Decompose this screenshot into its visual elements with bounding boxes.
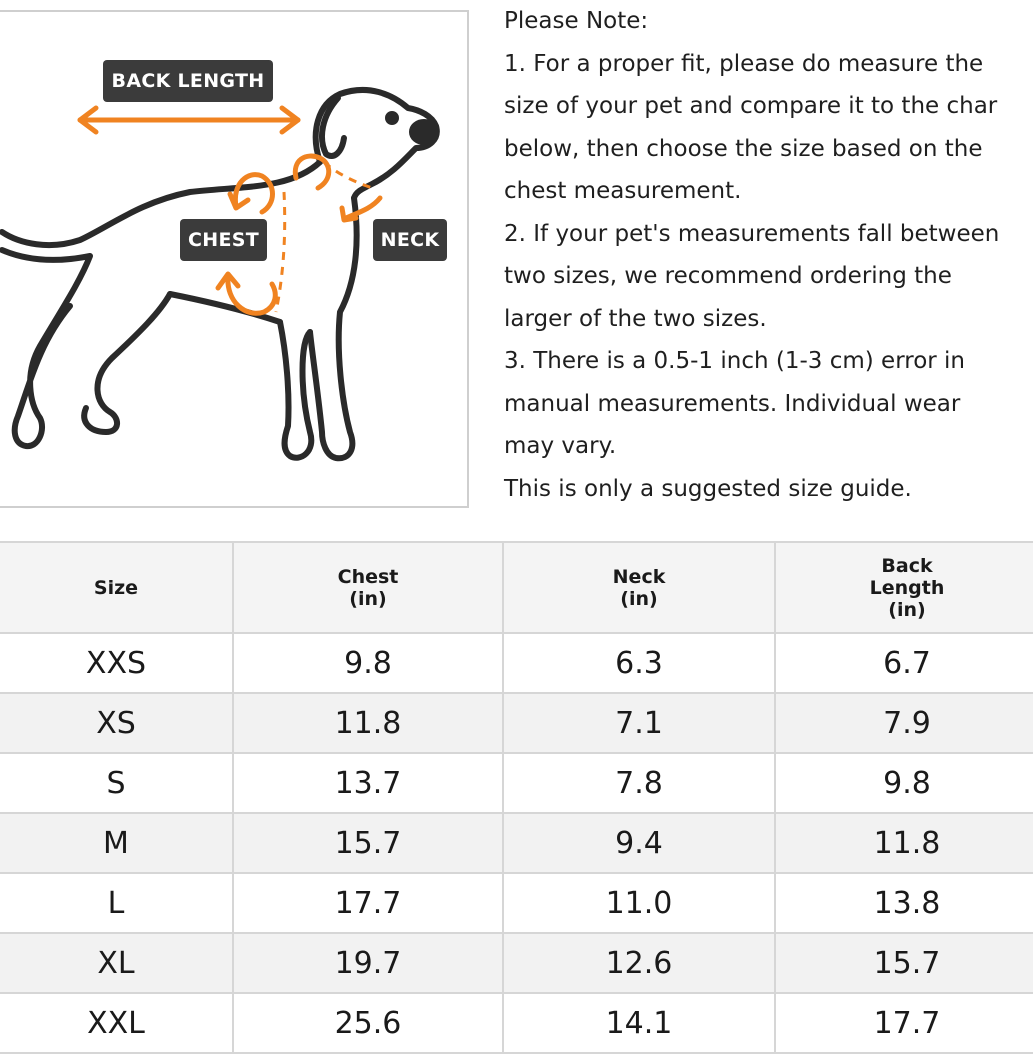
cell-size: XXS bbox=[0, 633, 233, 693]
header-size: Size bbox=[0, 542, 233, 633]
measurement-diagram bbox=[0, 10, 469, 508]
notes-heading: Please Note: bbox=[504, 8, 649, 34]
cell-chest: 17.7 bbox=[233, 873, 503, 933]
neck-label: NECK bbox=[373, 219, 447, 261]
note-line: manual measurements. Individual wear bbox=[504, 390, 961, 417]
table-row bbox=[0, 993, 1033, 1053]
cell-back-length: 7.9 bbox=[775, 693, 1033, 753]
cell-back-length: 11.8 bbox=[775, 813, 1033, 873]
table-row bbox=[0, 933, 1033, 993]
back-length-label: BACK LENGTH bbox=[103, 60, 273, 102]
note-line: chest measurement. bbox=[504, 178, 742, 204]
note-line: This is only a suggested size guide. bbox=[504, 475, 912, 502]
note-line: below, then choose the size based on the bbox=[504, 135, 983, 162]
cell-back-length: 17.7 bbox=[775, 993, 1033, 1053]
header-back-length: Back Length (in) bbox=[775, 542, 1033, 633]
header-neck: Neck (in) bbox=[503, 542, 775, 633]
table-header-row bbox=[0, 542, 1033, 633]
table-row bbox=[0, 813, 1033, 873]
cell-neck: 12.6 bbox=[503, 933, 775, 993]
cell-chest: 9.8 bbox=[233, 633, 503, 693]
cell-chest: 15.7 bbox=[233, 813, 503, 873]
table-row bbox=[0, 633, 1033, 693]
note-line: 3. There is a 0.5-1 inch (1-3 cm) error in bbox=[504, 348, 965, 374]
cell-chest: 11.8 bbox=[233, 693, 503, 753]
cell-neck: 7.1 bbox=[503, 693, 775, 753]
note-line: 2. If your pet's measurements fall between bbox=[504, 220, 1000, 247]
measure-arrows bbox=[80, 108, 380, 313]
cell-back-length: 6.7 bbox=[775, 633, 1033, 693]
cell-size: XL bbox=[0, 933, 233, 993]
cell-neck: 11.0 bbox=[503, 873, 775, 933]
cell-neck: 6.3 bbox=[503, 633, 775, 693]
cell-neck: 9.4 bbox=[503, 813, 775, 873]
cell-chest: 19.7 bbox=[233, 933, 503, 993]
chest-label: CHEST bbox=[180, 219, 267, 261]
dog-outline bbox=[2, 90, 437, 458]
table-row bbox=[0, 753, 1033, 813]
cell-back-length: 15.7 bbox=[775, 933, 1033, 993]
cell-back-length: 9.8 bbox=[775, 753, 1033, 813]
cell-size: XS bbox=[0, 693, 233, 753]
cell-chest: 25.6 bbox=[233, 993, 503, 1053]
note-line: may vary. bbox=[504, 433, 617, 459]
note-line: larger of the two sizes. bbox=[504, 305, 767, 332]
cell-chest: 13.7 bbox=[233, 753, 503, 813]
note-line: size of your pet and compare it to the char bbox=[504, 93, 998, 119]
table-row bbox=[0, 693, 1033, 753]
cell-neck: 7.8 bbox=[503, 753, 775, 813]
cell-size: M bbox=[0, 813, 233, 873]
cell-size: S bbox=[0, 753, 233, 813]
cell-size: XXL bbox=[0, 993, 233, 1053]
table-row bbox=[0, 873, 1033, 933]
cell-neck: 14.1 bbox=[503, 993, 775, 1053]
note-line: two sizes, we recommend ordering the bbox=[504, 263, 952, 289]
size-chart-table bbox=[0, 541, 1033, 1054]
header-chest: Chest (in) bbox=[233, 542, 503, 633]
note-line: 1. For a proper fit, please do measure the bbox=[504, 50, 984, 77]
cell-size: L bbox=[0, 873, 233, 933]
cell-back-length: 13.8 bbox=[775, 873, 1033, 933]
size-notes bbox=[504, 0, 1033, 510]
